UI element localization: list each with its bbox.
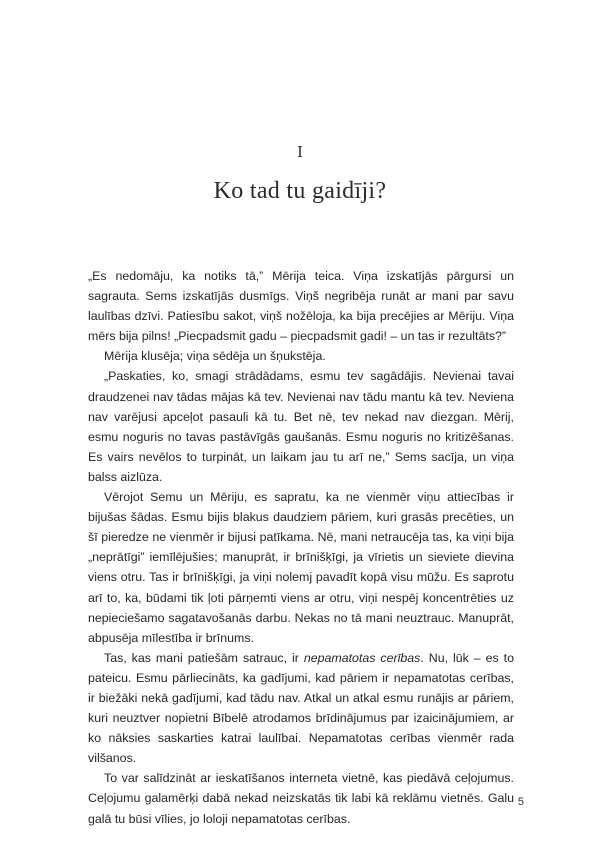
paragraph-text: . Nu, lūk – es to pateicu. Esmu pārliecināts, ka gadījumi, kad pāriem ir nepamatotas cerības, ir biežāki nekā gadījumi, kad tādu nav. Atkal un atkal esmu runājis ar pāriem, kuri neuztver nopietni Bībelē atrodamos brīdinājumus par izaicinājumiem, ar ko nāksies saskarties katrai laulībai. Nepamatotas cerības vienmēr rada vilšanos.	[88, 650, 514, 766]
chapter-title: Ko tad tu gaidīji?	[213, 178, 387, 204]
chapter-number: I	[297, 143, 303, 161]
paragraph	[88, 648, 514, 769]
paragraph: To var salīdzināt ar ieskatīšanos interneta vietnē, kas piedāvā ceļojumus. Ceļojumu galamērķi dabā nekad neizskatās tik labi kā reklāmu vietnēs. Galu galā tu būsi vīlies, jo loloji nepamatotas cerības.	[88, 771, 514, 826]
emphasized-phrase: nepamatotas cerības	[303, 650, 421, 665]
paragraph: „Paskaties, ko, smagi strādādams, esmu tev sagādājis. Nevienai tavai draudzenei nav tādas mājas kā tev. Nevienai nav tādu mantu kā tev. Neviena nav varējusi apceļot pasauli kā tu. Bet nē, tev nekad nav diezgan. Mērij, esmu noguris no tavas pastāvīgās gaušanās. Esmu noguris no kritizēšanas. Es vairs nevēlos to turpināt, un laikam jau tu arī ne,” Sems sacīja, un viņa balss aizlūza.	[88, 369, 514, 484]
page-number: 5	[517, 796, 524, 808]
paragraph: „Es nedomāju, ka notiks tā,” Mērija teica. Viņa izskatījās pārgursi un sagrauta. Sems izskatījās dusmīgs. Viņš negribēja runāt ar mani par savu laulības dzīvi. Patiesību sakot, viņš nožēloja, ka bija precējies ar Mēriju. Viņa mērs bija pilns! „Piecpadsmit gadu – piecpadsmit gadi! – un tas ir rezultāts?”	[88, 269, 514, 344]
paragraph: Vērojot Semu un Mēriju, es sapratu, ka ne vienmēr viņu attiecības ir bijušas šādas. Esmu bijis blakus daudziem pāriem, kuri grasās precēties, un šī pieredze ne vienmēr ir bijusi patīkama. Nē, mani netraucēja tas, ka viņi bija „neprātīgi” iemīlējušies; manuprāt, ir brīnišķīgi, ja vīrietis un sieviete dievina viens otru. Tas ir brīnišķīgi, ja viņi nolemj pavadīt kopā visu mūžu. Es saprotu arī to, ka, būdami tik ļoti pārņemti viens ar otru, viņi nespēj koncentrēties uz nepieciešamo sagatavošanās darbu. Nekas no tā mani neuztrauc. Manuprāt, abpusēja mīlestība ir brīnums.	[88, 490, 514, 645]
paragraph: Mērija klusēja; viņa sēdēja un šņukstēja.	[104, 349, 326, 364]
paragraph-text: Tas, kas mani patiešām satrauc, ir	[104, 650, 304, 665]
body-text	[88, 266, 514, 829]
